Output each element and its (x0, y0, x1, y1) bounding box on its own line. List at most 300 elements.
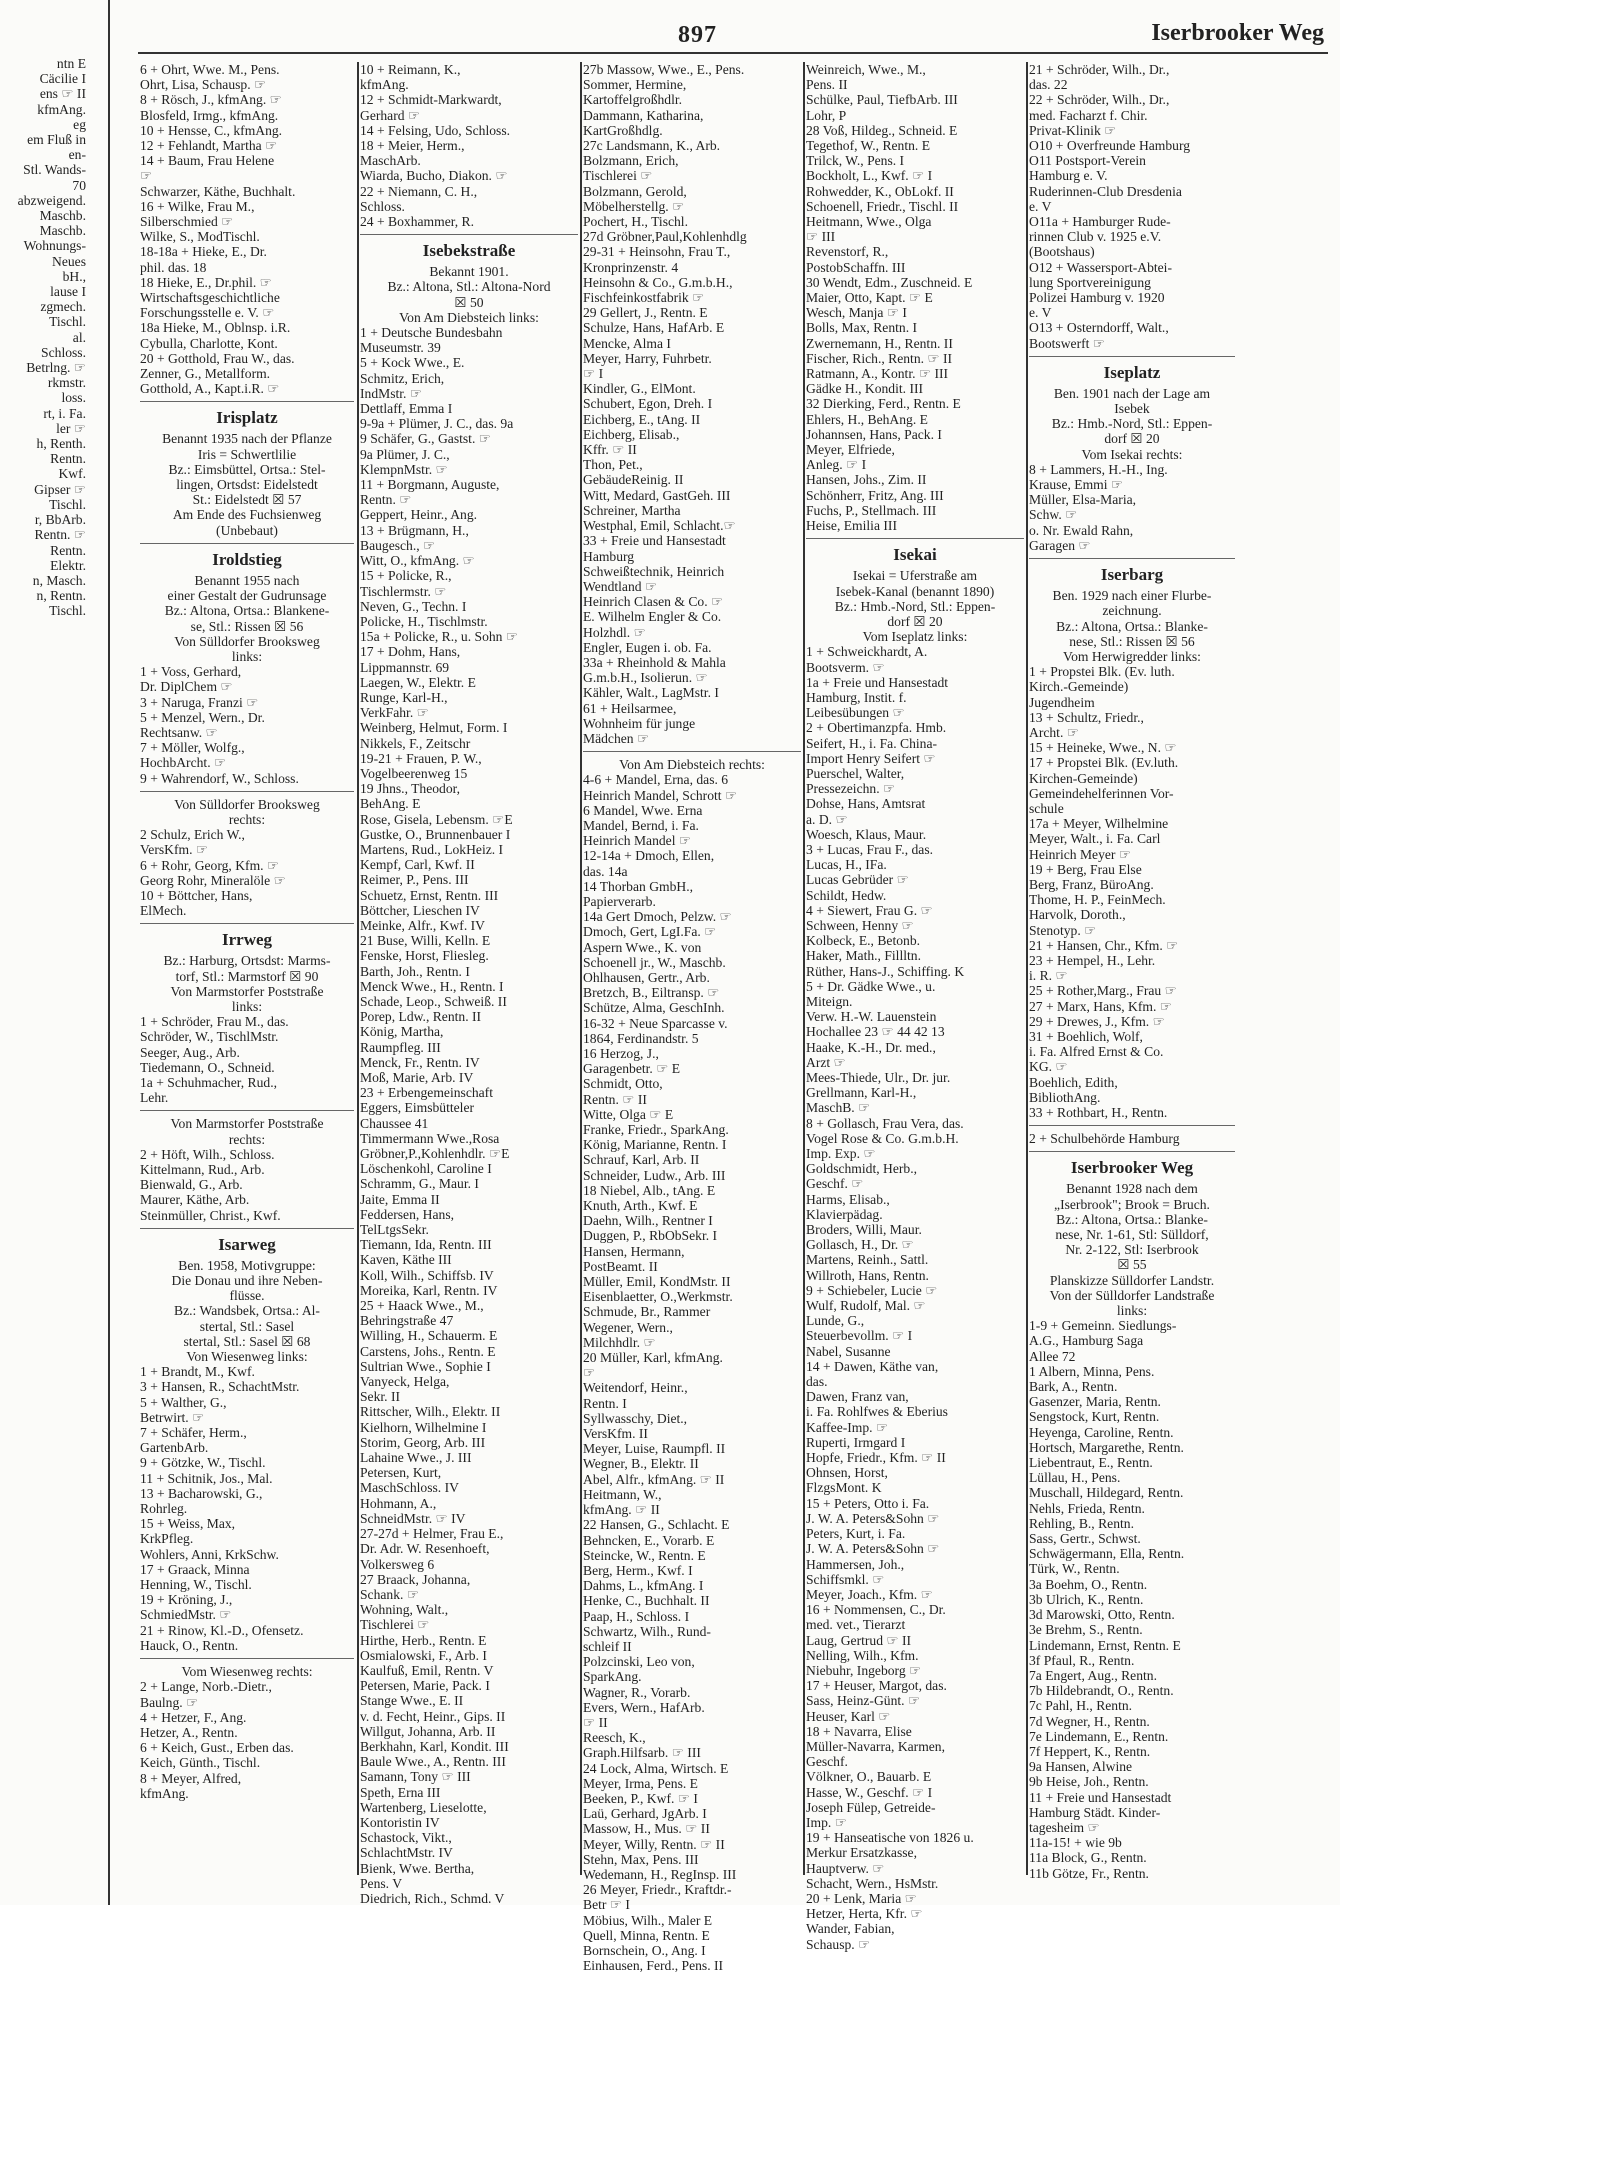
edge-fragment: ens ☞ II (39, 86, 86, 102)
directory-entry: Geschf. (806, 1754, 848, 1770)
directory-entry: 1 + Voss, Gerhard, (140, 664, 242, 680)
directory-entry: Grellmann, Karl-H., (806, 1085, 917, 1101)
directory-entry: Völkner, O., Bauarb. E (806, 1769, 932, 1785)
directory-entry: Hamburg e. V. (1029, 168, 1108, 184)
directory-entry: ElMech. (140, 903, 187, 919)
directory-entry: Dammann, Katharina, (583, 107, 704, 123)
directory-entry: VersKfm. II (583, 1426, 648, 1442)
street-note: dorf ☒ 20 (1104, 431, 1160, 447)
directory-entry: 17a + Meyer, Wilhelmine (1029, 816, 1169, 832)
directory-entry: Mädchen ☞ (583, 730, 650, 746)
directory-entry: Harvolk, Doroth., (1029, 907, 1126, 923)
directory-entry: 1 Albern, Minna, Pens. (1029, 1363, 1155, 1379)
street-note: Von Marmstorfer Poststraße (170, 1116, 324, 1132)
street-heading: Irisplatz (216, 408, 278, 428)
street-note: Vom Isekai rechts: (1081, 446, 1183, 462)
directory-entry: 23 + Hempel, H., Lehr. (1029, 952, 1156, 968)
edge-fragment: 70 (72, 177, 86, 193)
street-note: St.: Eidelstedt ☒ 57 (192, 492, 302, 508)
directory-entry: 21 + Rinow, Kl.-D., Ofensetz. (140, 1622, 304, 1638)
directory-entry: 17 + Dohm, Hans, (360, 644, 461, 660)
directory-entry: das. 14a (583, 863, 628, 879)
directory-entry: Rentn. ☞ (360, 492, 412, 508)
directory-entry: Wendtland ☞ (583, 578, 658, 594)
directory-entry: Witt, Medard, GastGeh. III (583, 487, 731, 503)
directory-entry: 26 Meyer, Friedr., Kraftdr.- (583, 1882, 732, 1898)
directory-entry: Schoenell, Friedr., Tischl. II (806, 198, 959, 214)
directory-entry: 15 + Heineke, Wwe., N. ☞ (1029, 740, 1177, 756)
directory-entry: 33a + Rheinhold & Mahla (583, 654, 726, 670)
directory-entry: 29-31 + Heinsohn, Frau T., (583, 244, 731, 260)
directory-entry: Dmoch, Gert, LgI.Fa. ☞ (583, 924, 717, 940)
directory-entry: Jaite, Emma II (360, 1191, 440, 1207)
directory-entry: Bretzch, B., Eiltransp. ☞ (583, 985, 720, 1001)
directory-entry: SparkAng. (583, 1669, 642, 1685)
directory-entry: Steincke, W., Rentn. E (583, 1547, 706, 1563)
edge-fragment: Wohnungs- (23, 238, 86, 254)
directory-entry: 33 + Freie und Hansestadt (583, 533, 726, 549)
directory-entry: Feddersen, Hans, (360, 1206, 455, 1222)
directory-entry: Schoenell jr., W., Maschb. (583, 954, 726, 970)
directory-entry: Massow, H., Mus. ☞ II (583, 1821, 710, 1837)
directory-entry: Möbelherstellg. ☞ (583, 198, 685, 214)
running-head (138, 14, 1328, 54)
column-divider (580, 62, 582, 1875)
directory-entry: Garagenbetr. ☞ E (583, 1061, 681, 1077)
directory-entry: Krause, Emmi ☞ (1029, 477, 1124, 493)
directory-entry: Tiemann, Ida, Rentn. III (360, 1237, 492, 1253)
directory-entry: Fischer, Rich., Rentn. ☞ II (806, 350, 953, 366)
directory-entry: Wohnheim für junge (583, 715, 696, 731)
directory-entry: Hamburg, Instit. f. (806, 689, 907, 705)
directory-entry: 9 + Götzke, W., Tischl. (140, 1455, 266, 1471)
directory-entry: Ehlers, H., BehAng. E (806, 411, 928, 427)
directory-entry: 15a + Policke, R., u. Sohn ☞ (360, 629, 519, 645)
directory-entry: (Bootshaus) (1029, 244, 1095, 260)
directory-entry: 11 + Schitnik, Jos., Mal. (140, 1470, 273, 1486)
directory-entry: Einhausen, Ferd., Pens. II (583, 1958, 724, 1974)
directory-entry: Hetzer, A., Rentn. (140, 1724, 238, 1740)
directory-entry: 14 + Dawen, Käthe van, (806, 1358, 939, 1374)
directory-entry: Bolzmann, Gerold, (583, 183, 687, 199)
directory-entry: Geschf. ☞ (806, 1176, 864, 1192)
street-note: lingen, Ortsdst: Eidelstedt (176, 477, 318, 493)
directory-entry: o. Nr. Ewald Rahn, (1029, 522, 1134, 538)
directory-entry: Pens. V (360, 1875, 403, 1891)
directory-entry: 5 + Dr. Gädke Wwe., u. (806, 978, 936, 994)
directory-entry: Wirtschaftsgeschichtliche (140, 290, 280, 306)
directory-entry: kfmAng. (360, 77, 409, 93)
column-divider (1026, 62, 1028, 1875)
directory-entry: Kempf, Carl, Kwf. II (360, 857, 475, 873)
directory-entry: Kirch.-Gemeinde) (1029, 679, 1129, 695)
directory-entry: Kaulfuß, Emil, Rentn. V (360, 1662, 494, 1678)
directory-entry: Policke, H., Tischlmstr. (360, 613, 488, 629)
directory-entry: Duggen, P., RbObSekr. I (583, 1228, 718, 1244)
directory-entry: Schuetz, Ernst, Rentn. III (360, 887, 499, 903)
directory-entry: 17 + Heuser, Margot, das. (806, 1678, 947, 1694)
street-note: Bz.: Altona, Ortsa.: Blanke- (1056, 1211, 1208, 1227)
directory-entry: Westphal, Emil, Schlacht.☞ (583, 518, 736, 534)
directory-entry: Goldschmidt, Herb., (806, 1161, 918, 1177)
street-note: Nr. 2-122, Stl: Iserbrook (1065, 1242, 1199, 1258)
edge-fragment: h, Renth. (36, 436, 86, 452)
directory-entry: Dohse, Hans, Amtsrat (806, 796, 926, 812)
directory-entry: Meyer, Elfriede, (806, 442, 895, 458)
directory-entry: Kittelmann, Rud., Arb. (140, 1162, 265, 1177)
directory-entry: Müller, Elsa-Maria, (1029, 492, 1137, 508)
street-heading: Iroldstieg (212, 549, 282, 569)
directory-entry: Joseph Fülep, Getreide- (806, 1799, 936, 1815)
directory-entry: 2 + Höft, Wilh., Schloss. (140, 1146, 275, 1162)
directory-entry: 18a Hieke, M., Oblnsp. i.R. (140, 320, 291, 336)
directory-entry: Georg Rohr, Mineralöle ☞ (140, 872, 286, 888)
directory-entry: G.m.b.H., Isolierun. ☞ (583, 670, 708, 686)
directory-entry: e. V (1029, 198, 1052, 214)
section-divider (140, 1658, 354, 1659)
edge-fragment: Kwf. (58, 466, 86, 482)
street-heading: Iserbrooker Weg (1070, 1158, 1194, 1178)
directory-entry: 13 + Brügmann, H., (360, 522, 469, 538)
directory-entry: Heuser, Karl ☞ (806, 1708, 891, 1724)
directory-entry: Seeger, Aug., Arb. (140, 1044, 240, 1060)
directory-entry: 7a Engert, Aug., Rentn. (1029, 1667, 1157, 1683)
directory-entry: Kolbeck, E., Betonb. (806, 933, 921, 949)
edge-fragment: en- (68, 147, 86, 163)
directory-entry: Fuchs, P., Stellmach. III (806, 502, 937, 518)
directory-entry: 9b Heise, Joh., Rentn. (1029, 1774, 1149, 1790)
edge-fragment: kfmAng. (37, 101, 86, 117)
directory-entry: 29 Gellert, J., Rentn. E (583, 305, 708, 321)
directory-entry: Porep, Ldw., Rentn. II (360, 1009, 482, 1025)
directory-entry: 6 + Ohrt, Wwe. M., Pens. (140, 62, 280, 77)
directory-entry: Tischlerei ☞ (360, 1617, 430, 1633)
street-note: se, Stl.: Rissen ☒ 56 (190, 618, 304, 634)
directory-entry: Anleg. ☞ I (806, 457, 867, 473)
directory-entry: Rose, Gisela, Lebensm. ☞E (360, 811, 513, 827)
directory-entry: Maier, Otto, Kapt. ☞ E (806, 290, 933, 306)
directory-entry: Tegethof, W., Rentn. E (806, 138, 931, 154)
directory-entry: Betrwirt. ☞ (140, 1409, 205, 1425)
column-4 (806, 62, 1024, 1952)
street-note: Bz.: Altona, Ortsa.: Blankene- (164, 603, 330, 619)
directory-entry: Schröder, W., TischlMstr. (140, 1029, 279, 1045)
directory-entry: Maurer, Käthe, Arb. (140, 1192, 250, 1208)
directory-entry: Heinsohn & Co., G.m.b.H., (583, 274, 733, 290)
directory-entry: 27 + Marx, Hans, Kfm. ☞ (1029, 998, 1172, 1014)
directory-entry: 7 + Möller, Wolfg., (140, 740, 245, 756)
directory-entry: Eggers, Eimsbütteler (360, 1100, 475, 1116)
directory-entry: Sultrian Wwe., Sophie I (360, 1358, 491, 1374)
directory-entry: Eisenblaetter, O.,Werkmstr. (583, 1289, 733, 1305)
directory-entry: Diedrich, Rich., Schmd. V (360, 1890, 505, 1906)
directory-entry: 17 + Propstei Blk. (Ev.luth. (1029, 755, 1179, 771)
directory-entry: Allee 72 (1029, 1348, 1076, 1364)
directory-entry: Berkhahn, Karl, Kondit. III (360, 1738, 509, 1754)
directory-entry: O11a + Hamburger Rude- (1029, 214, 1171, 230)
directory-entry: Imp. Exp. ☞ (806, 1146, 876, 1162)
street-note: Vom Iseplatz links: (862, 629, 968, 645)
directory-entry: ☞ III (806, 229, 836, 245)
directory-entry: J. W. A. Peters&Sohn ☞ (806, 1510, 940, 1526)
directory-entry: O11 Postsport-Verein (1029, 153, 1146, 169)
directory-entry: Schween, Henny ☞ (806, 917, 914, 933)
directory-entry: GebäudeReinig. II (583, 472, 684, 488)
directory-entry: 19 + Hanseatische von 1826 u. (806, 1830, 974, 1846)
directory-entry: Volkersweg 6 (360, 1556, 435, 1572)
directory-entry: 16 + Nommensen, C., Dr. (806, 1602, 946, 1618)
directory-entry: Muschall, Hildegard, Rentn. (1029, 1485, 1184, 1501)
directory-entry: Ohlhausen, Gertr., Arb. (583, 969, 710, 985)
directory-entry: 8 + Rösch, J., kfmAng. ☞ (140, 92, 282, 108)
directory-entry: Müller-Navarra, Karmen, (806, 1738, 945, 1754)
directory-entry: Pressezeichn. ☞ (806, 781, 896, 797)
directory-entry: 14 + Baum, Frau Helene (140, 153, 275, 169)
directory-entry: Bienwald, G., Arb. (140, 1177, 243, 1193)
directory-entry: Meyer, Harry, Fuhrbetr. (583, 350, 712, 366)
directory-entry: Kirchen-Gemeinde) (1029, 770, 1138, 786)
directory-entry: 20 + Lenk, Maria ☞ (806, 1890, 917, 1906)
previous-page-edge (0, 56, 88, 1885)
directory-entry: Sommer, Hermine, (583, 77, 687, 93)
directory-entry: Timmermann Wwe.,Rosa (360, 1130, 500, 1146)
directory-entry: 24 + Boxhammer, R. (360, 214, 474, 230)
directory-entry: Bockholt, L., Kwf. ☞ I (806, 168, 933, 184)
directory-entry: Hamburg (583, 548, 635, 564)
directory-entry: KrkPfleg. (140, 1531, 194, 1547)
edge-fragment: abzweigend. (17, 192, 86, 208)
directory-entry: 9a Hansen, Alwine (1029, 1759, 1133, 1775)
directory-entry: 18 + Meier, Herm., (360, 138, 465, 154)
directory-entry: Henke, C., Buchhalt. II (583, 1593, 710, 1609)
street-note: Vom Herwigredder links: (1063, 648, 1201, 664)
street-note: Benannt 1928 nach dem (1066, 1181, 1198, 1197)
street-note: Von der Sülldorfer Landstraße (1049, 1287, 1215, 1303)
directory-entry: Puerschel, Walter, (806, 765, 905, 781)
directory-entry: E. Wilhelm Engler & Co. (583, 609, 722, 625)
edge-fragment: al. (72, 329, 86, 345)
directory-entry: Hochallee 23 ☞ 44 42 13 (806, 1024, 945, 1040)
edge-fragment: ntn E (56, 56, 86, 71)
directory-entry: Meinke, Alfr., Kwf. IV (360, 917, 485, 933)
edge-fragment: Tischl. (49, 314, 86, 330)
directory-entry: Möbius, Wilh., Maler E (583, 1912, 713, 1928)
directory-entry: Hohmann, A., (360, 1495, 437, 1511)
directory-entry: das. 22 (1029, 77, 1068, 93)
street-note: Ben. 1958, Motivgruppe: (178, 1257, 316, 1273)
directory-entry: Baugesch., ☞ (360, 537, 436, 553)
directory-entry: Thon, Pet., (583, 457, 643, 473)
directory-entry: 9 + Wahrendorf, W., Schloss. (140, 770, 299, 786)
directory-entry: phil. das. 18 (140, 259, 207, 275)
edge-fragment: eg (73, 116, 86, 132)
directory-entry: Weitendorf, Heinr., (583, 1380, 688, 1396)
street-note: flüsse. (229, 1288, 265, 1304)
directory-entry: 14 + Felsing, Udo, Schloss. (360, 122, 511, 138)
street-note: Bz.: Eimsbüttel, Ortsa.: Stel- (168, 461, 326, 477)
section-divider (806, 538, 1024, 539)
directory-entry: KlempnMstr. ☞ (360, 461, 448, 477)
directory-entry: Heitmann, Wwe., Olga (806, 214, 932, 230)
directory-entry: Ohrt, Lisa, Schausp. ☞ (140, 77, 267, 93)
directory-entry: Archt. ☞ (1029, 724, 1079, 740)
directory-entry: Baule Wwe., A., Rentn. III (360, 1754, 506, 1770)
gutter-line (108, 0, 110, 1905)
directory-entry: 12 + Schmidt-Markwardt, (360, 92, 502, 108)
directory-entry: Runge, Karl-H., (360, 689, 448, 705)
directory-entry: Bornschein, O., Ang. I (583, 1942, 706, 1958)
directory-entry: Müller, Emil, KondMstr. II (583, 1274, 731, 1290)
directory-entry: med. Facharzt f. Chir. (1029, 107, 1148, 123)
directory-entry: Syllwasschy, Diet., (583, 1410, 688, 1426)
directory-entry: Thome, H. P., FeinMech. (1029, 892, 1166, 908)
directory-entry: Ruderinnen-Club Dresdenia (1029, 183, 1182, 199)
directory-entry: O10 + Overfreunde Hamburg (1029, 138, 1191, 154)
directory-entry: Hirthe, Herb., Rentn. E (360, 1632, 487, 1648)
street-note: nese, Stl.: Rissen ☒ 56 (1069, 633, 1195, 649)
directory-entry: Tiedemann, O., Schneid. (140, 1059, 275, 1075)
directory-entry: 4 + Hetzer, F., Ang. (140, 1709, 247, 1725)
directory-entry: schleif II (583, 1638, 632, 1654)
edge-fragment: Tischl. (49, 603, 86, 619)
section-divider (140, 923, 354, 924)
directory-entry: Schütze, Alma, GeschInh. (583, 1000, 725, 1016)
directory-entry: Steuerbevollm. ☞ I (806, 1328, 913, 1344)
edge-fragment: n, Masch. (32, 572, 86, 588)
column-1 (140, 62, 354, 1885)
street-note: ☒ 50 (454, 294, 484, 310)
directory-entry: Laug, Gertrud ☞ II (806, 1632, 912, 1648)
directory-entry: Cybulla, Charlotte, Kont. (140, 335, 278, 351)
directory-entry: Carstens, Johs., Rentn. E (360, 1343, 496, 1359)
directory-entry: Nehls, Frieda, Rentn. (1029, 1500, 1145, 1516)
directory-entry: 18 Niebel, Alb., tAng. E (583, 1182, 716, 1198)
directory-entry: 19 + Kröning, J., (140, 1592, 233, 1608)
directory-entry: Heyenga, Caroline, Rentn. (1029, 1424, 1174, 1440)
directory-entry: das. (806, 1374, 828, 1390)
directory-entry: Schrauf, Karl, Arb. II (583, 1152, 700, 1168)
directory-entry: Lucas, H., IFa. (806, 857, 887, 873)
directory-entry: Johannsen, Hans, Pack. I (806, 426, 942, 442)
directory-entry: kfmAng. ☞ II (583, 1502, 660, 1518)
directory-entry: 22 Hansen, G., Schlacht. E (583, 1517, 730, 1533)
directory-entry: Dr. Adr. W. Resenhoeft, (360, 1541, 490, 1557)
directory-entry: Polizei Hamburg v. 1920 (1029, 290, 1165, 306)
directory-entry: schule (1029, 800, 1064, 816)
directory-entry: 18-18a + Hieke, E., Dr. (140, 244, 267, 260)
directory-entry: Wartenberg, Lieselotte, (360, 1799, 487, 1815)
directory-entry: Woesch, Klaus, Maur. (806, 826, 927, 842)
street-note: Von Am Diebsteich rechts: (619, 757, 765, 773)
directory-entry: Miteign. (806, 993, 853, 1009)
directory-entry: rinnen Club v. 1925 e.V. (1029, 229, 1162, 245)
directory-entry: Nelling, Wilh., Kfm. (806, 1647, 919, 1663)
street-note: Von Wiesenweg links: (186, 1349, 308, 1365)
directory-entry: 29 + Drewes, J., Kfm. ☞ (1029, 1013, 1165, 1029)
street-note: dorf ☒ 20 (887, 613, 943, 629)
directory-entry: 25 + Rother,Marg., Frau ☞ (1029, 983, 1177, 999)
directory-entry: 3b Ulrich, K., Rentn. (1029, 1591, 1144, 1607)
column-5 (1029, 62, 1235, 1885)
directory-entry: Eichberg, Elisab., (583, 426, 680, 442)
directory-entry: e. V (1029, 305, 1052, 321)
directory-entry: Lippmannstr. 69 (360, 659, 450, 675)
directory-entry: Sass, Gertr., Schwst. (1029, 1531, 1141, 1547)
directory-entry: A.G., Hamburg Saga (1029, 1333, 1144, 1349)
directory-entry: 8 + Meyer, Alfred, (140, 1770, 242, 1786)
directory-entry: Hauck, O., Rentn. (140, 1637, 239, 1653)
street-note: nese, Nr. 1-61, Stl: Sülldorf, (1055, 1227, 1209, 1243)
directory-entry: kfmAng. (140, 1785, 189, 1801)
street-note: Bz.: Hmb.-Nord, Stl.: Eppen- (834, 598, 996, 614)
street-note: Bz.: Altona, Stl.: Altona-Nord (387, 279, 551, 295)
directory-entry: Barth, Joh., Rentn. I (360, 963, 470, 979)
directory-entry: Mencke, Alma I (583, 335, 671, 351)
directory-entry: Weinberg, Helmut, Form. I (360, 720, 508, 736)
directory-entry: König, Martha, (360, 1024, 444, 1040)
directory-entry: Nikkels, F., Zeitschr (360, 735, 471, 751)
directory-entry: 3a Boehm, O., Rentn. (1029, 1576, 1148, 1592)
directory-entry: 16-32 + Neue Sparcasse v. (583, 1015, 728, 1031)
directory-entry: SchneidMstr. ☞ IV (360, 1510, 466, 1526)
directory-entry: i. Fa. Alfred Ernst & Co. (1029, 1044, 1164, 1060)
directory-entry: 24 Lock, Alma, Wirtsch. E (583, 1760, 729, 1776)
directory-entry: Zwernemann, H., Rentn. II (806, 335, 953, 351)
directory-entry: Hortsch, Margarethe, Rentn. (1029, 1439, 1184, 1455)
directory-entry: Osmialowski, F., Arb. I (360, 1647, 487, 1663)
directory-entry: Holzhdl. ☞ (583, 624, 646, 640)
directory-entry: ☞ (140, 168, 153, 184)
directory-entry: 28 Voß, Hildeg., Schneid. E (806, 122, 958, 138)
directory-entry: ☞ II (583, 1714, 608, 1730)
directory-entry: J. W. A. Peters&Sohn ☞ (806, 1541, 940, 1557)
page-number: 897 (678, 22, 717, 48)
street-note: Bz.: Hmb.-Nord, Stl.: Eppen- (1051, 416, 1213, 432)
directory-entry: Rentn. I (583, 1395, 627, 1411)
directory-entry: Neven, G., Techn. I (360, 598, 467, 614)
directory-entry: 30 Wendt, Edm., Zuschneid. E (806, 274, 973, 290)
directory-entry: Schildt, Hedw. (806, 887, 887, 903)
section-divider (1029, 356, 1235, 357)
directory-entry: Abel, Alfr., kfmAng. ☞ II (583, 1471, 725, 1487)
street-note: Am Ende des Fuchsienweg (172, 507, 322, 523)
directory-entry: Peters, Kurt, i. Fa. (806, 1526, 906, 1542)
directory-entry: Gädke H., Kondit. III (806, 381, 924, 397)
edge-fragment: Elektr. (50, 557, 86, 573)
directory-entry: Berg, Herm., Kwf. I (583, 1562, 693, 1578)
directory-entry: 18 Hieke, E., Dr.phil. ☞ (140, 274, 272, 290)
directory-entry: 14 Thorban GmbH., (583, 878, 693, 894)
directory-entry: Schacht, Wern., HsMstr. (806, 1875, 939, 1891)
directory-entry: SchlachtMstr. IV (360, 1845, 453, 1861)
directory-entry: Meyer, Walt., i. Fa. Carl (1029, 831, 1161, 847)
directory-entry: Willgut, Johanna, Arb. II (360, 1723, 496, 1739)
directory-entry: Hammersen, Joh., (806, 1556, 905, 1572)
street-note: links: (231, 648, 263, 664)
section-divider (140, 1110, 354, 1111)
directory-entry: 18 + Navarra, Elise (806, 1723, 912, 1739)
street-heading: Iseplatz (1103, 362, 1161, 382)
directory-entry: Petersen, Kurt, (360, 1465, 442, 1481)
directory-entry: 2 + Schulbehörde Hamburg (1029, 1131, 1180, 1147)
directory-entry: 15 + Weiss, Max, (140, 1516, 236, 1532)
directory-entry: Vogel Rose & Co. G.m.b.H. (806, 1130, 959, 1146)
directory-entry: Speth, Erna III (360, 1784, 441, 1800)
directory-entry: 11a-15! + wie 9b (1029, 1835, 1122, 1851)
section-divider (1029, 558, 1235, 559)
directory-entry: Papierverarb. (583, 893, 656, 909)
directory-entry: i. Fa. Rohlfwes & Eberius (806, 1404, 948, 1420)
